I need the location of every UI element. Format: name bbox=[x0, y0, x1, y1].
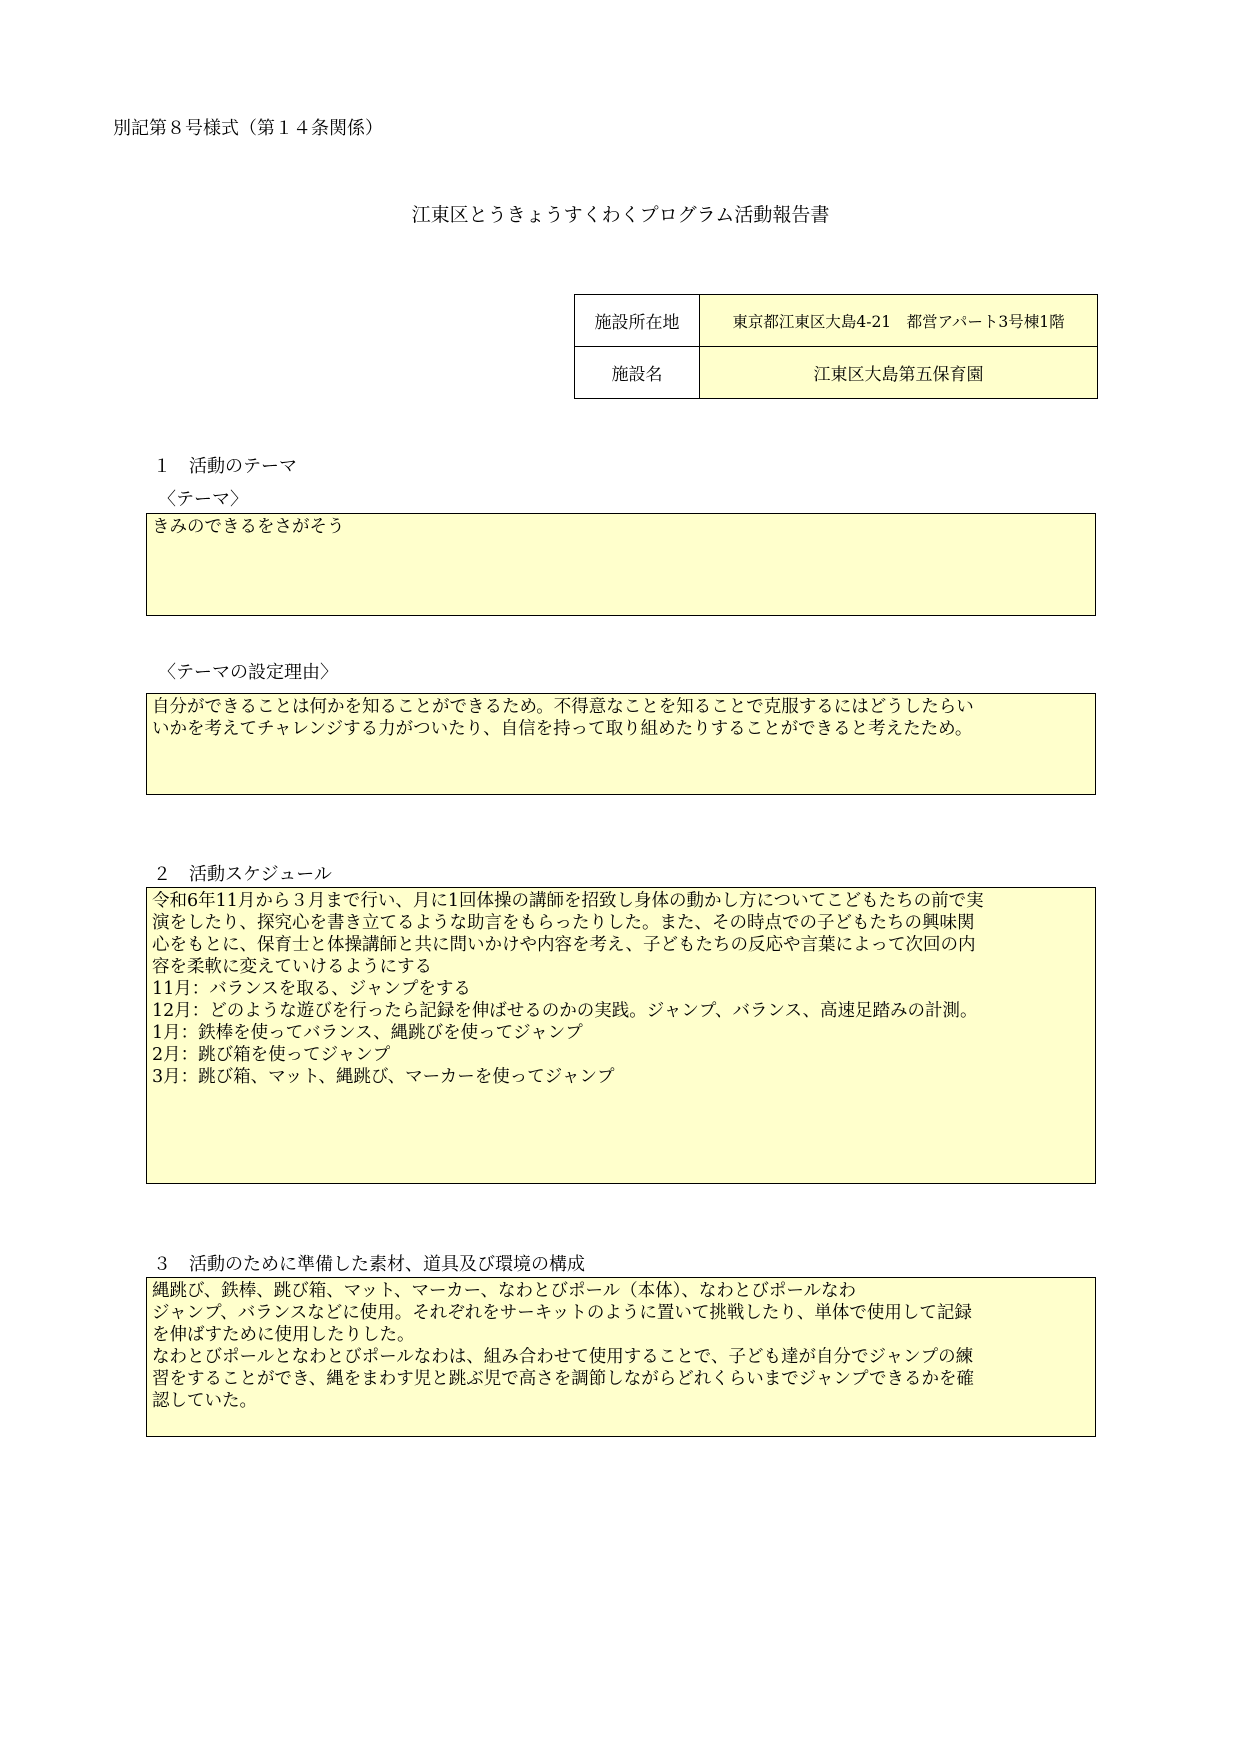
theme-label: 〈テーマ〉 bbox=[158, 489, 248, 510]
materials-box[interactable] bbox=[146, 1277, 1096, 1437]
facility-location-label: 施設所在地 bbox=[575, 295, 700, 347]
schedule-line: 演をしたり、探究心を書き立てるような助言をもらったりした。また、その時点での子どもたちの興味関 bbox=[152, 913, 975, 933]
facility-table bbox=[574, 294, 1098, 399]
facility-location-row bbox=[575, 295, 1098, 347]
schedule-line: 1月：鉄棒を使ってバランス、縄跳びを使ってジャンプ bbox=[152, 1023, 583, 1043]
reason-line: 自分ができることは何かを知ることができるため。不得意なことを知ることで克服するにはどうしたらい bbox=[152, 697, 974, 717]
reason-label: 〈テーマの設定理由〉 bbox=[158, 662, 338, 683]
theme-text: きみのできるをさがそう bbox=[152, 517, 345, 537]
facility-location-value[interactable]: 東京都江東区大島4-21 都営アパート3号棟1階 bbox=[700, 295, 1098, 347]
materials-line: ジャンプ、バランスなどに使用。それぞれをサーキットのように置いて挑戦したり、単体で使用して記録 bbox=[152, 1303, 972, 1323]
schedule-line: 心をもとに、保育士と体操講師と共に問いかけや内容を考え、子どもたちの反応や言葉によって次回の内 bbox=[152, 935, 976, 955]
report-title: 江東区とうきょうすくわくプログラム活動報告書 bbox=[411, 204, 830, 226]
materials-line: を伸ばすために使用したりした。 bbox=[152, 1325, 415, 1345]
section2-heading: ２ 活動スケジュール bbox=[153, 864, 332, 885]
schedule-line: 3月：跳び箱、マット、縄跳び、マーカーを使ってジャンプ bbox=[152, 1067, 615, 1087]
reason-line: いかを考えてチャレンジする力がついたり、自信を持って取り組めたりすることができると考えたため。 bbox=[152, 719, 973, 739]
facility-name-label: 施設名 bbox=[575, 347, 700, 399]
materials-line: 縄跳び、鉄棒、跳び箱、マット、マーカー、なわとびポール（本体）、なわとびポールなわ bbox=[152, 1281, 857, 1301]
form-number: 別記第８号様式（第１４条関係） bbox=[113, 118, 383, 139]
materials-line: 認していた。 bbox=[152, 1391, 257, 1411]
materials-line: なわとびポールとなわとびポールなわは、組み合わせて使用することで、子ども達が自分でジャンプの練 bbox=[152, 1347, 974, 1367]
section1-heading: １ 活動のテーマ bbox=[153, 456, 297, 477]
reason-box[interactable] bbox=[146, 693, 1096, 795]
theme-box[interactable] bbox=[146, 513, 1096, 616]
materials-line: 習をすることができ、縄をまわす児と跳ぶ児で高さを調節しながらどれくらいまでジャンプできるかを確 bbox=[152, 1369, 974, 1389]
schedule-line: 12月：どのような遊びを行ったら記録を伸ばせるのかの実践。ジャンプ、バランス、高速足踏みの計測。 bbox=[152, 1001, 978, 1021]
facility-name-row bbox=[575, 347, 1098, 399]
section3-heading: ３ 活動のために準備した素材、道具及び環境の構成 bbox=[153, 1254, 585, 1275]
schedule-line: 令和6年11月から３月まで行い、月に1回体操の講師を招致し身体の動かし方についてこどもたちの前で実 bbox=[152, 891, 984, 911]
schedule-line: 11月：バランスを取る、ジャンプをする bbox=[152, 979, 471, 999]
schedule-box[interactable] bbox=[146, 887, 1096, 1184]
facility-name-value[interactable]: 江東区大島第五保育園 bbox=[700, 347, 1098, 399]
schedule-line: 2月：跳び箱を使ってジャンプ bbox=[152, 1045, 391, 1065]
schedule-line: 容を柔軟に変えていけるようにする bbox=[152, 957, 432, 977]
